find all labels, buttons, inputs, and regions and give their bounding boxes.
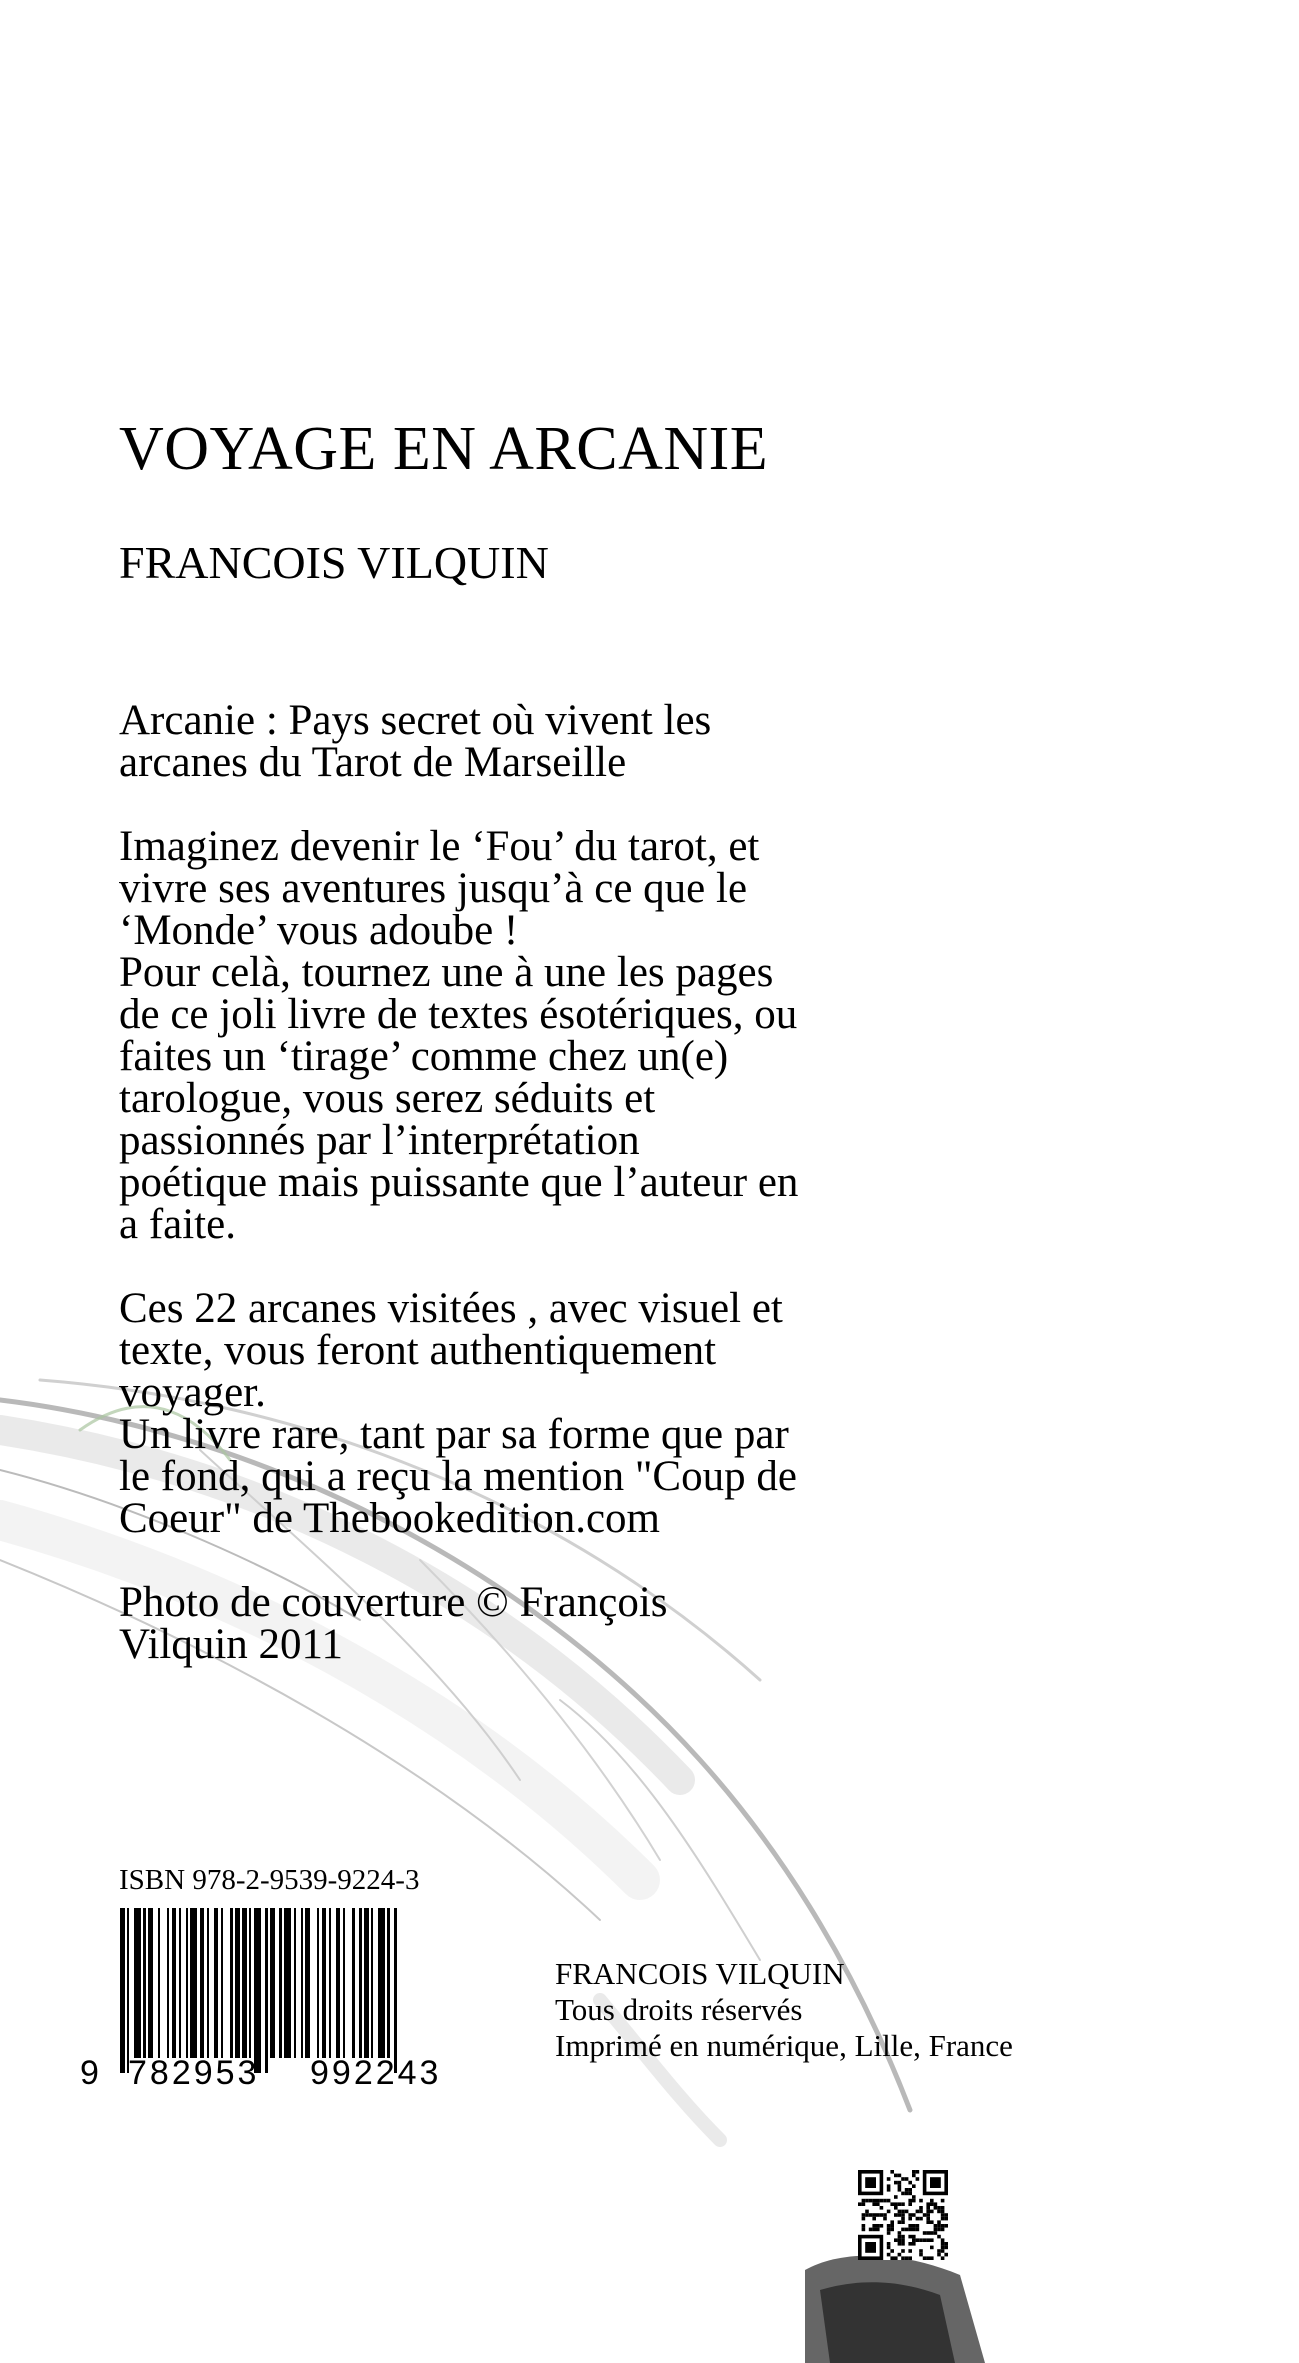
qr-module [898, 2235, 902, 2239]
qr-module [880, 2224, 884, 2228]
qr-module [865, 2210, 869, 2214]
qr-module [937, 2220, 941, 2224]
qr-module [944, 2253, 948, 2257]
qr-module [908, 2213, 912, 2217]
qr-module [916, 2228, 920, 2232]
qr-module [880, 2199, 884, 2203]
barcode-icon [80, 1908, 500, 2098]
qr-module [894, 2195, 898, 2199]
barcode-bar [160, 1908, 167, 2058]
qr-module [876, 2228, 880, 2232]
qr-module [941, 2213, 945, 2217]
qr-module [923, 2256, 927, 2260]
qr-module [908, 2242, 912, 2246]
qr-module [926, 2231, 930, 2235]
qr-module [887, 2184, 891, 2188]
qr-module [941, 2242, 945, 2246]
qr-module [919, 2217, 923, 2221]
qr-module [944, 2217, 948, 2221]
qr-module [930, 2199, 934, 2203]
isbn-label: ISBN 978-2-9539-9224-3 [119, 1864, 420, 1896]
qr-module [894, 2238, 898, 2242]
qr-module [901, 2235, 905, 2239]
barcode-bar [190, 1908, 197, 2058]
qr-module [912, 2184, 916, 2188]
qr-finder-center [865, 2177, 876, 2188]
qr-module [944, 2246, 948, 2250]
print-info: Imprimé en numérique, Lille, France [555, 2028, 1013, 2063]
qr-module [908, 2188, 912, 2192]
qr-module [944, 2224, 948, 2228]
qr-module [883, 2213, 887, 2217]
qr-code-icon [858, 2170, 948, 2260]
qr-module [901, 2242, 905, 2246]
qr-module [912, 2224, 916, 2228]
barcode-bar [310, 1908, 317, 2058]
barcode-digits-left: 782953 [128, 2054, 260, 2092]
qr-module [887, 2242, 891, 2246]
barcode-bar [134, 1908, 141, 2058]
qr-module [872, 2199, 876, 2203]
qr-module [901, 2192, 905, 2196]
qr-module [944, 2242, 948, 2246]
qr-module [908, 2256, 912, 2260]
qr-module [912, 2174, 916, 2178]
qr-module [908, 2199, 912, 2203]
qr-module [894, 2181, 898, 2185]
qr-module [908, 2249, 912, 2253]
blurb-paragraph: Ces 22 arcanes visitées , avec visuel et texte, vous feront authentiquement voyager. Un livre rare, tant par sa forme que par le fond, qui a reçu la mention "Coup de Coeur" de Thebookedition.com [119, 1285, 797, 1542]
qr-module [919, 2238, 923, 2242]
qr-module [926, 2213, 930, 2217]
barcode-digit-first: 9 [80, 2054, 99, 2092]
qr-module [894, 2256, 898, 2260]
qr-module [941, 2238, 945, 2242]
qr-module [869, 2228, 873, 2232]
barcode-bar [223, 1908, 230, 2058]
qr-module [898, 2213, 902, 2217]
barcode-digits-right: 992243 [310, 2054, 442, 2092]
barcode-bars [120, 1908, 490, 2058]
qr-module [865, 2199, 869, 2203]
qr-module [862, 2202, 866, 2206]
qr-module [898, 2174, 902, 2178]
qr-module [901, 2249, 905, 2253]
qr-module [880, 2213, 884, 2217]
qr-module [919, 2210, 923, 2214]
qr-finder-center [930, 2177, 941, 2188]
qr-module [926, 2256, 930, 2260]
qr-module [905, 2210, 909, 2214]
qr-module [901, 2220, 905, 2224]
qr-module [901, 2228, 905, 2232]
qr-module [898, 2238, 902, 2242]
qr-module [944, 2213, 948, 2217]
qr-module [941, 2246, 945, 2250]
qr-module [890, 2228, 894, 2232]
barcode-bar [254, 1908, 261, 2073]
qr-module [908, 2181, 912, 2185]
qr-module [898, 2210, 902, 2214]
qr-module [858, 2202, 862, 2206]
qr-module [901, 2202, 905, 2206]
qr-module [937, 2210, 941, 2214]
qr-module [898, 2188, 902, 2192]
qr-module [876, 2213, 880, 2217]
qr-module [934, 2202, 938, 2206]
qr-module [941, 2210, 945, 2214]
qr-module [887, 2228, 891, 2232]
qr-module [919, 2253, 923, 2257]
qr-module [937, 2249, 941, 2253]
qr-module [898, 2202, 902, 2206]
qr-module [876, 2224, 880, 2228]
qr-module [919, 2199, 923, 2203]
qr-module [926, 2206, 930, 2210]
qr-module [908, 2192, 912, 2196]
qr-module [865, 2213, 869, 2217]
qr-module [898, 2242, 902, 2246]
qr-module [901, 2213, 905, 2217]
barcode-bar [284, 1908, 291, 2058]
qr-module [898, 2181, 902, 2185]
qr-module [916, 2177, 920, 2181]
qr-module [872, 2228, 876, 2232]
qr-module [919, 2249, 923, 2253]
qr-module [941, 2256, 945, 2260]
qr-module [890, 2170, 894, 2174]
qr-module [862, 2217, 866, 2221]
qr-module [930, 2238, 934, 2242]
qr-module [916, 2170, 920, 2174]
qr-module [937, 2235, 941, 2239]
qr-module [898, 2184, 902, 2188]
qr-module [916, 2224, 920, 2228]
qr-module [926, 2220, 930, 2224]
qr-module [934, 2224, 938, 2228]
blurb-paragraph: Arcanie : Pays secret où vivent les arcanes du Tarot de Marseille [119, 697, 712, 786]
qr-module [869, 2199, 873, 2203]
qr-module [890, 2256, 894, 2260]
barcode-bar [345, 1908, 352, 2058]
qr-module [890, 2224, 894, 2228]
qr-module [937, 2224, 941, 2228]
blurb [119, 697, 999, 1708]
qr-module [887, 2199, 891, 2203]
qr-module [930, 2220, 934, 2224]
qr-module [934, 2206, 938, 2210]
qr-module [926, 2238, 930, 2242]
qr-finder-center [865, 2242, 876, 2253]
qr-module [876, 2199, 880, 2203]
qr-module [887, 2188, 891, 2192]
qr-module [937, 2228, 941, 2232]
qr-module [862, 2199, 866, 2203]
qr-module [908, 2202, 912, 2206]
qr-module [926, 2210, 930, 2214]
qr-module [898, 2220, 902, 2224]
qr-module [887, 2253, 891, 2257]
qr-module [919, 2206, 923, 2210]
qr-module [862, 2228, 866, 2232]
qr-module [872, 2202, 876, 2206]
book-title: VOYAGE EN ARCANIE [119, 415, 769, 483]
qr-module [916, 2217, 920, 2221]
blurb-paragraph: Imaginez devenir le ‘Fou’ du tarot, et vivre ses aventures jusqu’à ce que le ‘Monde’ vous adoube ! Pour celà, tournez une à une les pages de ce joli livre de textes ésotériques, ou faites un ‘tirage’ comme chez un(e) tarologue, vous serez séduits et passionnés par l’interprétation poétique mais puissante que l’auteur en a faite. [119, 823, 799, 1248]
qr-module [908, 2228, 912, 2232]
qr-module [883, 2217, 887, 2221]
qr-module [887, 2210, 891, 2214]
qr-module [908, 2224, 912, 2228]
qr-module [941, 2206, 945, 2210]
qr-module [912, 2228, 916, 2232]
barcode-bar [378, 1908, 385, 2058]
qr-module [905, 2177, 909, 2181]
qr-module [912, 2242, 916, 2246]
publisher-name: FRANCOIS VILQUIN [555, 1956, 845, 1991]
qr-module [898, 2253, 902, 2257]
qr-module [941, 2228, 945, 2232]
qr-module [930, 2246, 934, 2250]
qr-module [872, 2213, 876, 2217]
qr-module [894, 2202, 898, 2206]
qr-module [894, 2206, 898, 2210]
qr-module [916, 2210, 920, 2214]
qr-module [872, 2217, 876, 2221]
qr-module [930, 2202, 934, 2206]
qr-module [934, 2228, 938, 2232]
qr-module [908, 2217, 912, 2221]
qr-module [905, 2192, 909, 2196]
qr-module [912, 2195, 916, 2199]
qr-module [905, 2228, 909, 2232]
qr-module [876, 2202, 880, 2206]
qr-module [923, 2213, 927, 2217]
qr-module [916, 2238, 920, 2242]
qr-module [930, 2256, 934, 2260]
qr-module [912, 2238, 916, 2242]
qr-module [887, 2231, 891, 2235]
qr-module [887, 2224, 891, 2228]
qr-module [862, 2213, 866, 2217]
qr-module [901, 2177, 905, 2181]
qr-module [941, 2199, 945, 2203]
qr-module [890, 2220, 894, 2224]
qr-module [862, 2224, 866, 2228]
qr-module [869, 2213, 873, 2217]
qr-module [905, 2256, 909, 2260]
qr-module [883, 2199, 887, 2203]
qr-module [912, 2213, 916, 2217]
publisher-info [555, 1956, 1013, 2064]
qr-module [912, 2199, 916, 2203]
qr-module [901, 2217, 905, 2221]
author-name: FRANCOIS VILQUIN [119, 537, 549, 588]
rights-notice: Tous droits réservés [555, 1992, 803, 2027]
qr-module [890, 2249, 894, 2253]
blurb-paragraph: Photo de couverture © François Vilquin 2011 [119, 1579, 668, 1668]
qr-module [923, 2238, 927, 2242]
qr-module [901, 2256, 905, 2260]
qr-module [941, 2224, 945, 2228]
qr-module [908, 2235, 912, 2239]
qr-module [934, 2231, 938, 2235]
qr-module [937, 2206, 941, 2210]
qr-module [912, 2170, 916, 2174]
barcode-bar [397, 1908, 402, 2073]
qr-module [898, 2231, 902, 2235]
qr-module [923, 2231, 927, 2235]
qr-module [941, 2217, 945, 2221]
qr-module [941, 2249, 945, 2253]
qr-module [894, 2174, 898, 2178]
qr-module [890, 2202, 894, 2206]
qr-module [926, 2202, 930, 2206]
qr-module [894, 2213, 898, 2217]
qr-module [926, 2217, 930, 2221]
qr-module [912, 2235, 916, 2239]
qr-module [901, 2210, 905, 2214]
qr-module [905, 2188, 909, 2192]
qr-module [901, 2238, 905, 2242]
qr-module [880, 2206, 884, 2210]
qr-module [937, 2253, 941, 2257]
qr-module [887, 2246, 891, 2250]
qr-module [930, 2231, 934, 2235]
qr-module [930, 2210, 934, 2214]
qr-module [887, 2177, 891, 2181]
qr-module [872, 2224, 876, 2228]
